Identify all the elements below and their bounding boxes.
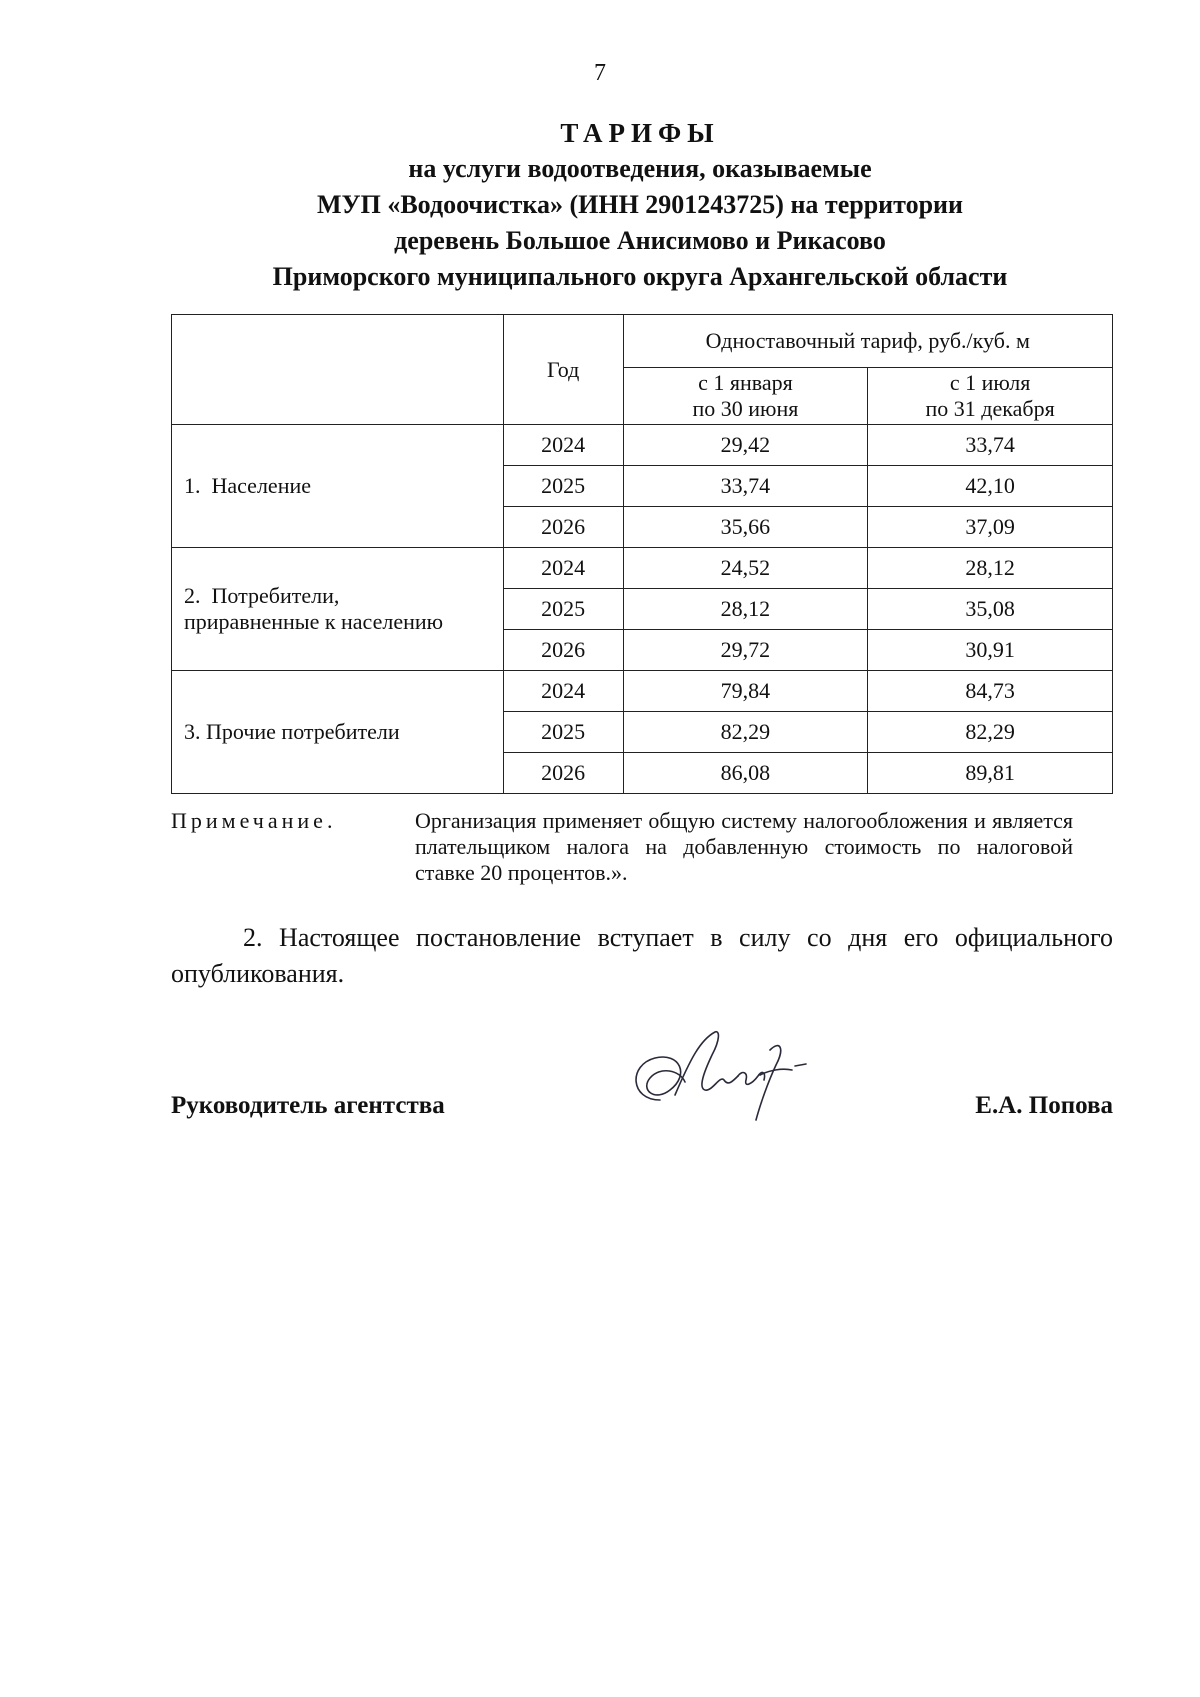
period-2-line: с 1 июля <box>949 370 1031 395</box>
group-label-population <box>172 425 504 548</box>
signatory-position: Руководитель агентства <box>171 1092 445 1119</box>
tariff-cell: 28,12 <box>623 589 868 630</box>
year-cell: 2025 <box>503 466 623 507</box>
table-row <box>172 425 1113 466</box>
period-1-line: по 30 июня <box>692 396 799 421</box>
note-label: Примечание. <box>171 808 337 833</box>
table-row <box>172 671 1113 712</box>
year-cell: 2024 <box>503 671 623 712</box>
tariff-cell: 35,66 <box>623 507 868 548</box>
tariff-cell: 30,91 <box>868 630 1113 671</box>
year-cell: 2026 <box>503 507 623 548</box>
clause-paragraph: 2. Настоящее постановление вступает в силу со дня его официального опубликования. <box>171 923 1113 988</box>
year-header: Год <box>503 315 623 425</box>
title-line: МУП «Водоочистка» (ИНН 2901243725) на территории <box>317 190 963 219</box>
tariff-cell: 82,29 <box>623 712 868 753</box>
group-label-line: 3. Прочие потребители <box>184 719 400 744</box>
group-label-line: 2. Потребители, <box>184 583 340 608</box>
year-cell: 2024 <box>503 425 623 466</box>
year-cell: 2026 <box>503 753 623 794</box>
year-cell: 2025 <box>503 589 623 630</box>
tariff-cell: 84,73 <box>868 671 1113 712</box>
handwritten-signature <box>620 1020 810 1130</box>
tariff-cell: 82,29 <box>868 712 1113 753</box>
note-text: Организация применяет общую систему налогообложения и является плательщиком налога на добавленную стоимость по налоговой ставке 20 процентов.». <box>415 808 1073 885</box>
table-header-row <box>172 315 1113 368</box>
title-line: деревень Большое Анисимово и Рикасово <box>394 226 886 255</box>
signatory-name: Е.А. Попова <box>975 1092 1113 1119</box>
title-line: Приморского муниципального округа Архангельской области <box>272 262 1008 291</box>
tariff-cell: 24,52 <box>623 548 868 589</box>
tariff-cell: 42,10 <box>868 466 1113 507</box>
tariff-cell: 89,81 <box>868 753 1113 794</box>
group-label-equivalent-consumers <box>172 548 504 671</box>
period-1-header <box>623 368 868 425</box>
year-cell: 2026 <box>503 630 623 671</box>
period-2-line: по 31 декабря <box>925 396 1055 421</box>
header-empty-cell <box>172 315 504 425</box>
title-main: ТАРИФЫ <box>560 118 720 148</box>
title-line: на услуги водоотведения, оказываемые <box>408 154 872 183</box>
tariff-cell: 33,74 <box>623 466 868 507</box>
tariff-header: Одноставочный тариф, руб./куб. м <box>623 315 1112 368</box>
tariff-cell: 33,74 <box>868 425 1113 466</box>
tariff-cell: 79,84 <box>623 671 868 712</box>
period-2-header <box>868 368 1113 425</box>
group-label-line: приравненные к населению <box>184 609 444 634</box>
tariff-cell: 29,42 <box>623 425 868 466</box>
year-cell: 2025 <box>503 712 623 753</box>
tariff-cell: 35,08 <box>868 589 1113 630</box>
tariff-cell: 86,08 <box>623 753 868 794</box>
page-number: 7 <box>594 60 606 86</box>
period-1-line: с 1 января <box>698 370 793 395</box>
tariff-cell: 37,09 <box>868 507 1113 548</box>
tariff-cell: 29,72 <box>623 630 868 671</box>
tariff-cell: 28,12 <box>868 548 1113 589</box>
document-title <box>160 115 1120 295</box>
tariff-table <box>171 314 1113 794</box>
year-cell: 2024 <box>503 548 623 589</box>
group-label-line: 1. Население <box>184 473 312 498</box>
group-label-other-consumers <box>172 671 504 794</box>
table-row <box>172 548 1113 589</box>
